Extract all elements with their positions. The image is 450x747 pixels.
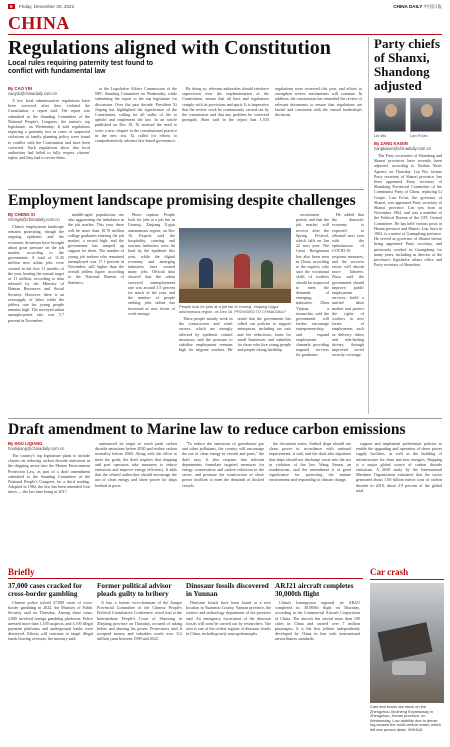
car-crash-title: Car crash (370, 567, 409, 577)
employment-column-4 (179, 316, 291, 414)
lead-column-2-text: to the Legislative Affairs Commission of the NPC Standing Committee on Wednesday, while submitting the report to the top legislature for discussion. Over the past decade, President Xi Jinping has highlighted the significance of the Constitution, calling for all walks of life to uphold and implement the law. In an article published on Dec 19, Xi stressed the need to write a new chapter in the constitutional practice in the new era. Xi called for efforts to comprehensively advance law-based governance. (95, 86, 177, 144)
brief-item (97, 582, 182, 747)
draft-column-5-text: support and implement preferential policies to enable the upgrading and operation of shore power supply facilities, as well as the building of infrastructure for clean and new energies. Shipping is a major global source of carbon dioxide emissions. A 2020 study by the International Maritime Organization estimated that the sector generated about 1.06 billion metric tons of carbon dioxide in 2018, about 2.9 percent of the global total. (356, 441, 442, 493)
lead-headline: Regulations aligned with Constitution (8, 37, 331, 59)
lead-byline-email: caoyin@chinadaily.com.cn (8, 91, 58, 96)
divider-draft (8, 418, 442, 419)
masthead-strip (8, 3, 442, 12)
sidebar-headline: Party chiefs of Shanxi, Shandong adjusted (374, 36, 441, 93)
sidebar-byline (374, 141, 442, 151)
employment-byline (8, 212, 64, 222)
paper-name-cn: 中国日报 (423, 4, 442, 9)
photo-caption-1: Lin Wu (374, 133, 387, 138)
brief-body (8, 600, 93, 747)
draft-column-4-text: the document states. Seabed ships should use clean power in accordance with national requirements, it said, and the draft also stipulates that ships should not discharge waste into the sea in violation of the law. Wang Jinnan, an academician, said the amendment is of great significance for protecting the marine environment and responding to climate change. (269, 441, 351, 483)
section-title: CHINA (8, 13, 70, 33)
brief-body-text: China's homegrown regional jet ARJ21 completed its 30,000th flight on Thursday, according to the Commercial Aircraft Corporation of China. The aircraft has served more than 100 cities in China and carried over 7 million passengers. It is the first jetliner independently developed by China in line with international airworthiness standards. (275, 600, 360, 642)
brief-item (186, 582, 271, 747)
divider-employment (8, 189, 364, 190)
section-rule (8, 34, 442, 35)
brief-body (186, 600, 271, 747)
page-number: 6 (10, 4, 13, 9)
brief-title: 37,000 cases cracked for cross-border gambling (8, 582, 83, 598)
draft-headline: Draft amendment to Marine law to reduce carbon emissions (8, 421, 406, 438)
draft-column-5 (356, 441, 442, 561)
briefly-label: Briefly (8, 567, 35, 577)
employment-column-1 (8, 224, 64, 414)
lead-column-3 (182, 86, 362, 185)
brief-item (275, 582, 360, 747)
car-crash-caption: Cars and trucks are stuck on the Zhengzhou-Xinzheng Expressway in Zhengzhou, Henan province, on Wednesday. Low visibility due to dense fog caused the multi-vehicle crash, which left one person dead. XINHUA (370, 704, 441, 732)
employment-column-6 (332, 212, 364, 414)
sidebar-divider (368, 37, 369, 414)
brief-item (8, 582, 93, 747)
sidebar-body-text: The Party secretaries of Shandong and Shanxi provinces have recently been adjusted, according to Xinhua News Agency on Thursday. Lin Wu, former Party secretary of Shanxi province, has been appointed Party secretary of Shandong Provincial Committee of the Communist Party of China, replacing Li Ganjie. Lan Fo'an, the governor of Shanxi, was appointed Party secretary of Shanxi province. Lin was born in November 1962, and was a member of the Political Bureau of the CPC Central Committee. He has held various posts in Henan province and Shanxi. Lan, born in 1962, is a native of Guangdong province. He served as governor of Shanxi before being appointed Party secretary, and previously worked in Guangdong for many years, including as director of the province's legislative affairs office and Party secretary of Shenzhen. (374, 153, 442, 268)
draft-column-4 (269, 441, 351, 561)
employment-column-3 (128, 212, 175, 414)
sidebar-byline-name: By ZANG KAIXIN (374, 141, 408, 146)
lead-column-2 (95, 86, 177, 185)
lead-column-1 (8, 98, 90, 185)
photo-caption-2: Lan Fo'an (410, 133, 428, 138)
brief-title: Former political advisor pleads guilty to bribery (97, 582, 172, 598)
draft-column-1-text: The country's top legislature plans to include clauses on reducing carbon dioxide emissions in the shipping sector into the Marine Environment Protection Law, as part of a draft amendment submitted to the Standing Committee of the National People's Congress for a third reading. Adopted in 1982, the law has been amended four times — the last time being in 2017. (8, 453, 90, 495)
lead-column-1-text: A few local administrative regulations have been corrected after they violated the Constitution, a report said. The report was submitted to the Standing Committee of the National People's Congress, the nation's top legislature, on Wednesday. It said regulations requiring a paternity test in cases of suspected violations of family planning policy were found to conflict with the Constitution and have been corrected. Such regulations show that local authorities had failed to fully respect citizens' rights, and they had to revise them. (8, 98, 90, 161)
brief-body-text: Ji Jun, a former vice-chairman of the Jiangxi Provincial Committee of the Chinese People's Political Consultative Conference, stood trial at the Intermediate People's Court of Shaoxing in Zhejiang province on Thursday, accused of taking bribes and abusing his power. Prosecutors said Ji accepted money and valuables worth over 112 million yuan between 1999 and 2022. (97, 600, 182, 642)
photo-figure-1 (199, 258, 213, 288)
date-line: Friday, December 30, 2022 (18, 4, 75, 9)
employment-column-2 (68, 212, 124, 414)
draft-byline-email: houliqiang@chinadaily.com.cn (8, 446, 65, 451)
employment-column-3-text: Photo caption: People look for jobs at a job fair in Urumqi, Xinjiang Uygur autonomous region, on Dec 16. Experts said the hospitality, catering and tourism industries were hit hard by the epidemic this year, while the digital economy and emerging industries have created many jobs. Official data showed that the urban surveyed unemployment rate was around 5.5 percent for much of the year, and the number of people seeking jobs online has increased as new forms of work emerge. (128, 212, 175, 316)
draft-byline-name: By HOU LIQIANG (8, 441, 43, 446)
masthead-left (8, 4, 74, 9)
brief-body (275, 600, 360, 747)
draft-column-2 (95, 441, 177, 561)
photo-figure-3 (261, 260, 273, 288)
photo-car (392, 661, 426, 675)
employment-column-5 (296, 212, 329, 414)
car-crash-photo (370, 583, 444, 703)
draft-byline (8, 441, 90, 451)
employment-column-2-text: middle-aged populations are also aggravating the imbalance in the job market. This year, there will be more than 10.76 million college graduates entering the job market, a record high, and the government has ramped up support for them. The number of young job seekers who remained unemployed was 17.1 percent in November, still higher than the overall jobless figure, according to the National Bureau of Statistics. (68, 212, 124, 285)
employment-column-5-text: recruitment period, and that the job market will recover after the Spring Festival, which falls on Jan 22 next year. The Great Resignation has also been seen in China, according to the experts, who said the vocational skills of workers should be improved to meet the demands of emerging industries. Zhou Yinjian, a researcher, said the government will further encourage entrepreneurship and expand employment channels, providing targeted services for graduates. (296, 212, 329, 358)
employment-column-1-text: China's employment landscape remains promising, though the ongoing epidemic and the economic downturn have brought about great pressure on the job market, according to the government. A total of 11.45 million new urban jobs were created in the first 11 months of the year, beating the annual target of 11 million, according to data released by the Ministry of Human Resources and Social Security. However, there is an oversupply of labor while the jobless rate for young people remains high. The surveyed urban unemployment rate was 5.7 percent in November. (8, 224, 64, 323)
employment-byline-name: By CHENG SI (8, 212, 35, 217)
masthead-right (393, 4, 442, 10)
lead-column-3-text: By doing so, relevant authorities should reinforce supervision over the implementation of the Constitution, ensure that all laws and regulations comply with its provisions and spirit. It is imperative that the review work be continuously carried out by the commission and that any problem be corrected promptly. Shen said in the report that 1,535 regulations were reviewed this year, and efforts to strengthen review mechanisms will continue. In addition, the commission has reminded the review of relevant documents to ensure that regulations are lawful and consistent with the central leadership's decisions. (182, 86, 362, 123)
lead-deck: Local rules requiring paternity test found to conflict with fundamental law (8, 60, 154, 76)
briefly-rule (8, 578, 363, 579)
employment-column-4-text: These people mainly work in the construction and retail sectors, which are strongly affected by epidemic control measures, and the pressure to stabilize employment remains high for migrant workers. He noted that the government has rolled out policies to support enterprises, including tax cuts and fee reductions, loans for small businesses and subsidies for those who hire young people and people facing hardship. (179, 316, 291, 353)
brief-title: Dinosaur fossils discovered in Yunnan (186, 582, 269, 598)
employment-headline: Employment landscape promising despite challenges (8, 192, 356, 209)
draft-column-3 (182, 441, 264, 561)
employment-byline-email: chengsi@chinadaily.com.cn (8, 217, 60, 222)
car-crash-rule (370, 579, 444, 580)
draft-column-1 (8, 453, 90, 561)
brief-title: ARJ21 aircraft completes 30,000th flight (275, 582, 354, 598)
brief-body (97, 600, 182, 747)
sidebar-photos (374, 98, 442, 132)
sidebar-byline-email: zangkaixin@chinadaily.com.cn (374, 146, 432, 151)
draft-column-2-text: announced its target to reach peak carbon dioxide emissions before 2030 and realize carbon neutrality before 2060. Along with the effort to meet the goals, the draft requires that shipping and port operators take measures to reduce emissions and improve energy efficiency. It adds that the related authorities should encourage the use of clean energy and shore power for ships berthed at ports. (95, 441, 177, 488)
car-crash-box (370, 567, 444, 733)
brief-body-text: Dinosaur fossils have been found at a new location in Yuanmou County, Yunnan province, the science and technology department of the province said. An emergency excavation of the dinosaur fossils will soon be carried out by researchers. The area is one of the richest regions of dinosaur fossils in China, including early sauropodomorphs. (186, 600, 271, 637)
portrait-photo-lan-foan (410, 98, 442, 132)
photo-truck (377, 622, 432, 662)
sidebar-photo-captions (374, 133, 442, 138)
lead-byline (8, 86, 90, 96)
job-fair-photo (179, 228, 291, 303)
portrait-photo-lin-wu (374, 98, 406, 132)
photo-desk (179, 289, 291, 303)
draft-column-3-text: "To reduce the emissions of greenhouse gas and other pollutants, the country will encourage the use of clean energy in vessels and ports," the draft says. It also requires that relevant departments formulate targeted measures for energy conservation and carbon reduction in the sector, and promote the construction of shore power facilities to meet the demands of docked vessels. (182, 441, 264, 488)
brief-body-text: Chinese police solved 37,000 cases of cross-border gambling in 2022, the Ministry of Public Security said on Thursday. Among these cases, 2,000 involved foreign gambling platforms. Police arrested more than 1,100 suspects, and 3,100 illegal payment platforms and underground banks were destroyed. Efforts will continue to target illegal funds flowing overseas, the ministry said. (8, 600, 93, 642)
employment-column-6-text: He added that the domestic economy is expected to rebound next year with the optimization of COVID-19 response measures, and the services sector will absorb more laborers. Zhou said the government should improve public employment services, build a unified labor market and protect the rights of workers in new forms of employment, such as delivery riders and ride-hailing drivers, through improved social security coverage. (332, 212, 364, 358)
photo-figure-2 (234, 254, 250, 288)
lead-byline-name: By CAO YIN (8, 86, 32, 91)
job-fair-photo-caption: People look for jobs at a job fair in Urumqi, Xinjiang Uygur autonomous region, on Dec 16. PROVIDED TO CHINA DAILY (179, 304, 287, 314)
paper-name: CHINA DAILY (393, 4, 423, 9)
